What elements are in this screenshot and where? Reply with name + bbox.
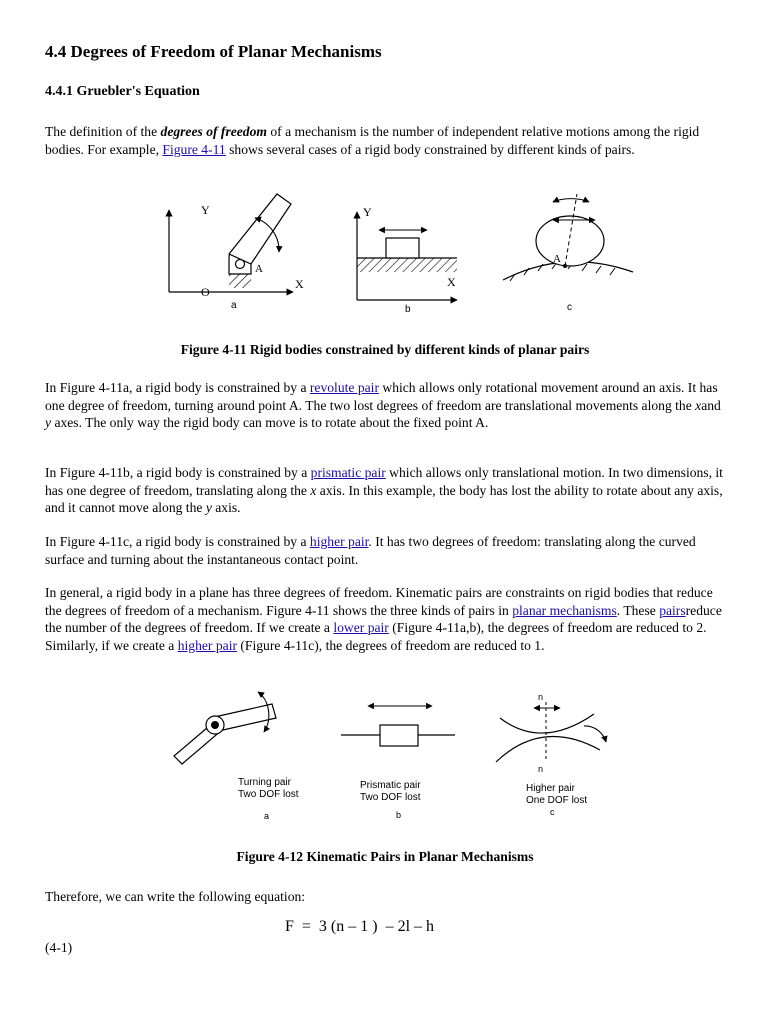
link-lower-pair[interactable]: lower pair bbox=[333, 620, 389, 636]
equation-number: (4-1) bbox=[45, 940, 73, 955]
fig11-a-point-label: A bbox=[255, 263, 263, 275]
fig12-b-label-1: Prismatic pair bbox=[360, 780, 421, 791]
fig12-b-prismatic-pair bbox=[341, 706, 455, 820]
fig12-c-sub: c bbox=[550, 807, 555, 817]
fig11-a-origin-label: O bbox=[201, 285, 210, 299]
section-heading: 4.4 Degrees of Freedom of Planar Mechanisms bbox=[45, 42, 382, 61]
paragraph-prismatic: In Figure 4-11b, a rigid body is constrained by a prismatic pair which allows only translational motion. In two dimensions, it has one degree of freedom, translating along the x axis. In this example, the body has lost the ability to rotate about any axis, and it cannot move along the y axis. bbox=[45, 465, 723, 516]
figure-4-11 bbox=[145, 190, 705, 330]
fig11-b-sub: b bbox=[405, 304, 411, 315]
paragraph-definition: The definition of the degrees of freedom of a mechanism is the number of independent relative motions among the rigid bodies. For example, Figure 4-11 shows several cases of a rigid body constrained by different kinds of pairs. bbox=[45, 124, 700, 157]
paragraph-revolute: In Figure 4-11a, a rigid body is constrained by a revolute pair which allows only rotational movement around an axis. It has one degree of freedom, turning around point A. The two lost degrees of freedom are translational movements along the xand y axes. The only way the rigid body can move is to rotate about the fixed point A. bbox=[45, 380, 721, 431]
fig12-b-sub: b bbox=[396, 810, 402, 820]
fig12-b-label-2: Two DOF lost bbox=[360, 792, 421, 803]
paragraph-general: In general, a rigid body in a plane has three degrees of freedom. Kinematic pairs are constraints on rigid bodies that reduce the degrees of freedom of a mechanism. Figure 4-11 shows the three kinds of pairs in planar mechanisms. These pairsreduce the number of the degrees of freedom. If we create a lower pair (Figure 4-11a,b), the degrees of freedom are reduced to 2. Similarly, if we create a higher pair (Figure 4-11c), the degrees of freedom are reduced to 1. bbox=[45, 585, 722, 654]
paragraph-higher: In Figure 4-11c, a rigid body is constrained by a higher pair. It has two degrees of freedom: translating along the curved surface and turning about the instantaneous contact point. bbox=[45, 534, 696, 567]
fig12-c-higher-pair bbox=[496, 692, 606, 817]
fig12-c-n-top: n bbox=[538, 692, 544, 702]
link-figure-4-11[interactable]: Figure 4-11 bbox=[162, 141, 226, 157]
fig11-c-higher bbox=[503, 194, 633, 313]
fig11-a-revolute bbox=[169, 194, 304, 311]
emphasis-dof: degrees of freedom bbox=[160, 124, 267, 139]
link-prismatic-pair[interactable]: prismatic pair bbox=[310, 465, 386, 480]
figure-4-11-caption: Figure 4-11 Rigid bodies constrained by different kinds of planar pairs bbox=[180, 342, 590, 357]
fig11-a-y-label: Y bbox=[201, 203, 210, 217]
link-planar-mechanisms[interactable]: planar mechanisms bbox=[512, 602, 617, 618]
fig12-a-label-1: Turning pair bbox=[238, 777, 291, 788]
figure-4-12-caption: Figure 4-12 Kinematic Pairs in Planar Mechanisms bbox=[236, 849, 534, 864]
fig11-a-x-label: X bbox=[295, 277, 304, 291]
paragraph-therefore: Therefore, we can write the following equation: bbox=[45, 889, 306, 904]
link-higher-pair[interactable]: higher pair bbox=[309, 534, 369, 549]
fig12-a-sub: a bbox=[264, 811, 270, 821]
gruebler-equation: F = 3 (n – 1 ) – 2l – h bbox=[285, 918, 435, 935]
fig12-a-label-2: Two DOF lost bbox=[238, 789, 299, 800]
fig12-c-n-bottom: n bbox=[538, 764, 544, 774]
link-higher-pair-2[interactable]: higher pair bbox=[177, 638, 237, 654]
fig12-a-turning-pair bbox=[174, 692, 299, 821]
fig11-c-sub: c bbox=[567, 302, 572, 313]
fig12-c-label-2: One DOF lost bbox=[526, 795, 588, 806]
link-revolute-pair[interactable]: revolute pair bbox=[309, 380, 379, 395]
fig11-b-x-label: X bbox=[447, 275, 456, 289]
figure-4-12 bbox=[170, 688, 640, 838]
fig11-c-point-label: A bbox=[553, 253, 561, 265]
fig11-b-y-label: Y bbox=[363, 205, 372, 219]
subsection-heading: 4.4.1 Gruebler's Equation bbox=[45, 84, 200, 99]
fig11-b-prismatic bbox=[357, 205, 457, 315]
link-pairs[interactable]: pairs bbox=[659, 602, 686, 618]
fig11-a-sub: a bbox=[231, 300, 237, 311]
fig12-c-label-1: Higher pair bbox=[526, 783, 575, 794]
